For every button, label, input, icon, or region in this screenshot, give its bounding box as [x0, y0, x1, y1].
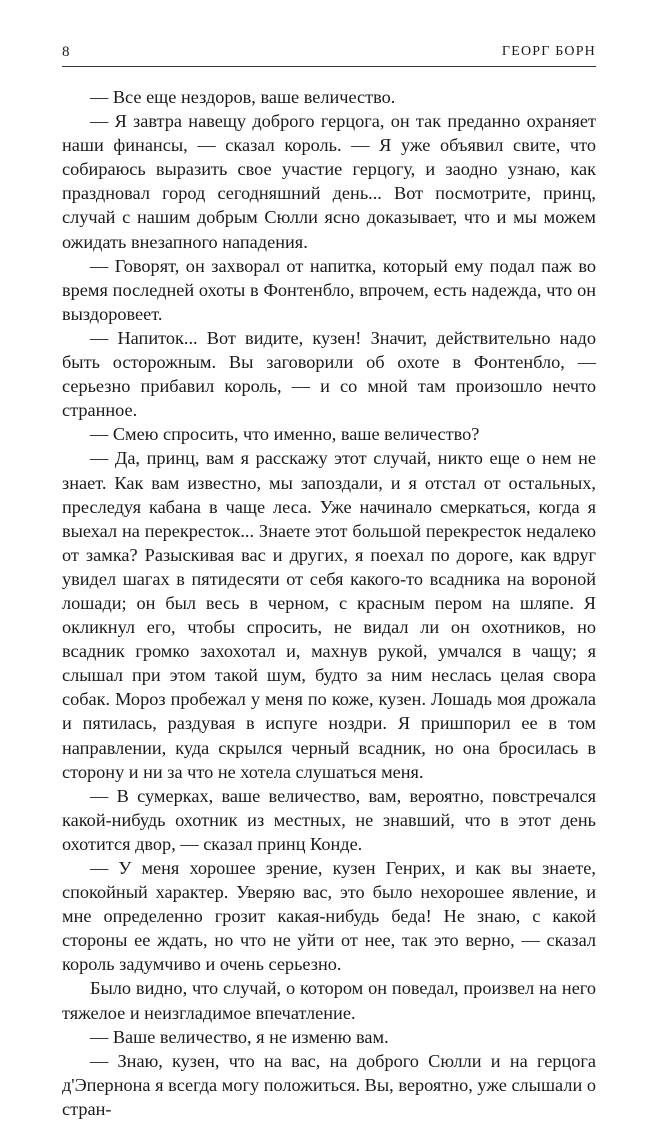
paragraph: — Я завтра навещу доброго герцога, он так преданно охраняет наши финансы, — сказал король. — Я уже объявил свите, что собираюсь выразить свое участие герцогу, и заодно узнаю, как праздновал город сегодняшний день... Вот посмотрите, принц, случай с нашим добрым Сюлли ясно доказывает, что и мы можем ожидать внезапного нападения.: [62, 111, 596, 252]
paragraph: — Ваше величество, я не изменю вам.: [90, 1026, 389, 1047]
paragraph: — В сумерках, ваше величество, вам, вероятно, повстречался какой-нибудь охотник из местных, не знавший, что в этот день охотится двор, — сказал принц Конде.: [62, 785, 596, 854]
paragraph: — Да, принц, вам я расскажу этот случай, никто еще о нем не знает. Как вам известно, мы запоздали, и я отстал от остальных, преследуя кабана в чаще леса. Уже начинало смеркаться, когда я выехал на перекресток... Знаете этот большой перекресток недалеко от замка? Разыскивая вас и других, я поехал по дороге, как вдруг увидел шагах в пятидесяти от себя какого-то всадника на вороной лошади; он был весь в черном, с красным пером на шляпе. Я окликнул его, чтобы спросить, не видал ли он охотников, но всадник громко захохотал и, махнув рукой, умчался в чащу; я слышал при этом такой шум, будто за ним неслась целая свора собак. Мороз пробежал у меня по коже, кузен. Лошадь моя дрожала и пятилась, раздувая в испуге ноздри. Я пришпорил ее в том направлении, куда скрылся черный всадник, но она бросилась в сторону и ни за что не хотела слушаться меня.: [62, 448, 596, 782]
paragraph: — Смею спросить, что именно, ваше величество?: [90, 424, 480, 445]
header-rule: [62, 66, 596, 67]
paragraph: — Напиток... Вот видите, кузен! Значит, действительно надо быть осторожным. Вы заговорили об охоте в Фонтенбло, — серьезно прибавил король, — и со мной там произошло нечто странное.: [62, 327, 596, 421]
paragraph: — У меня хорошее зрение, кузен Генрих, и как вы знаете, спокойный характер. Уверяю вас, это было нехорошее явление, и мне определенно грозит какая-нибудь беда! Не знаю, с какой стороны ее ждать, но что не уйти от нее, так это верно, — сказал король задумчиво и очень серьезно.: [62, 858, 596, 975]
page-number: 8: [62, 44, 70, 60]
page-header: [62, 44, 596, 64]
body-text: [62, 85, 596, 1121]
paragraph: — Говорят, он захворал от напитка, который ему подал паж во время последней охоты в Фонтенбло, впрочем, есть надежда, что он выздоровеет.: [62, 255, 596, 324]
paragraph: — Знаю, кузен, что на вас, на доброго Сюлли и на герцога д'Эпернона я всегда могу положиться. Вы, вероятно, уже слышали о стран-: [62, 1050, 596, 1119]
running-head: ГЕОРГ БОРН: [501, 44, 596, 59]
paragraph: — Все еще нездоров, ваше величество.: [90, 87, 396, 107]
paragraph: Было видно, что случай, о котором он поведал, произвел на него тяжелое и неизгладимое впечатление.: [62, 978, 596, 1023]
